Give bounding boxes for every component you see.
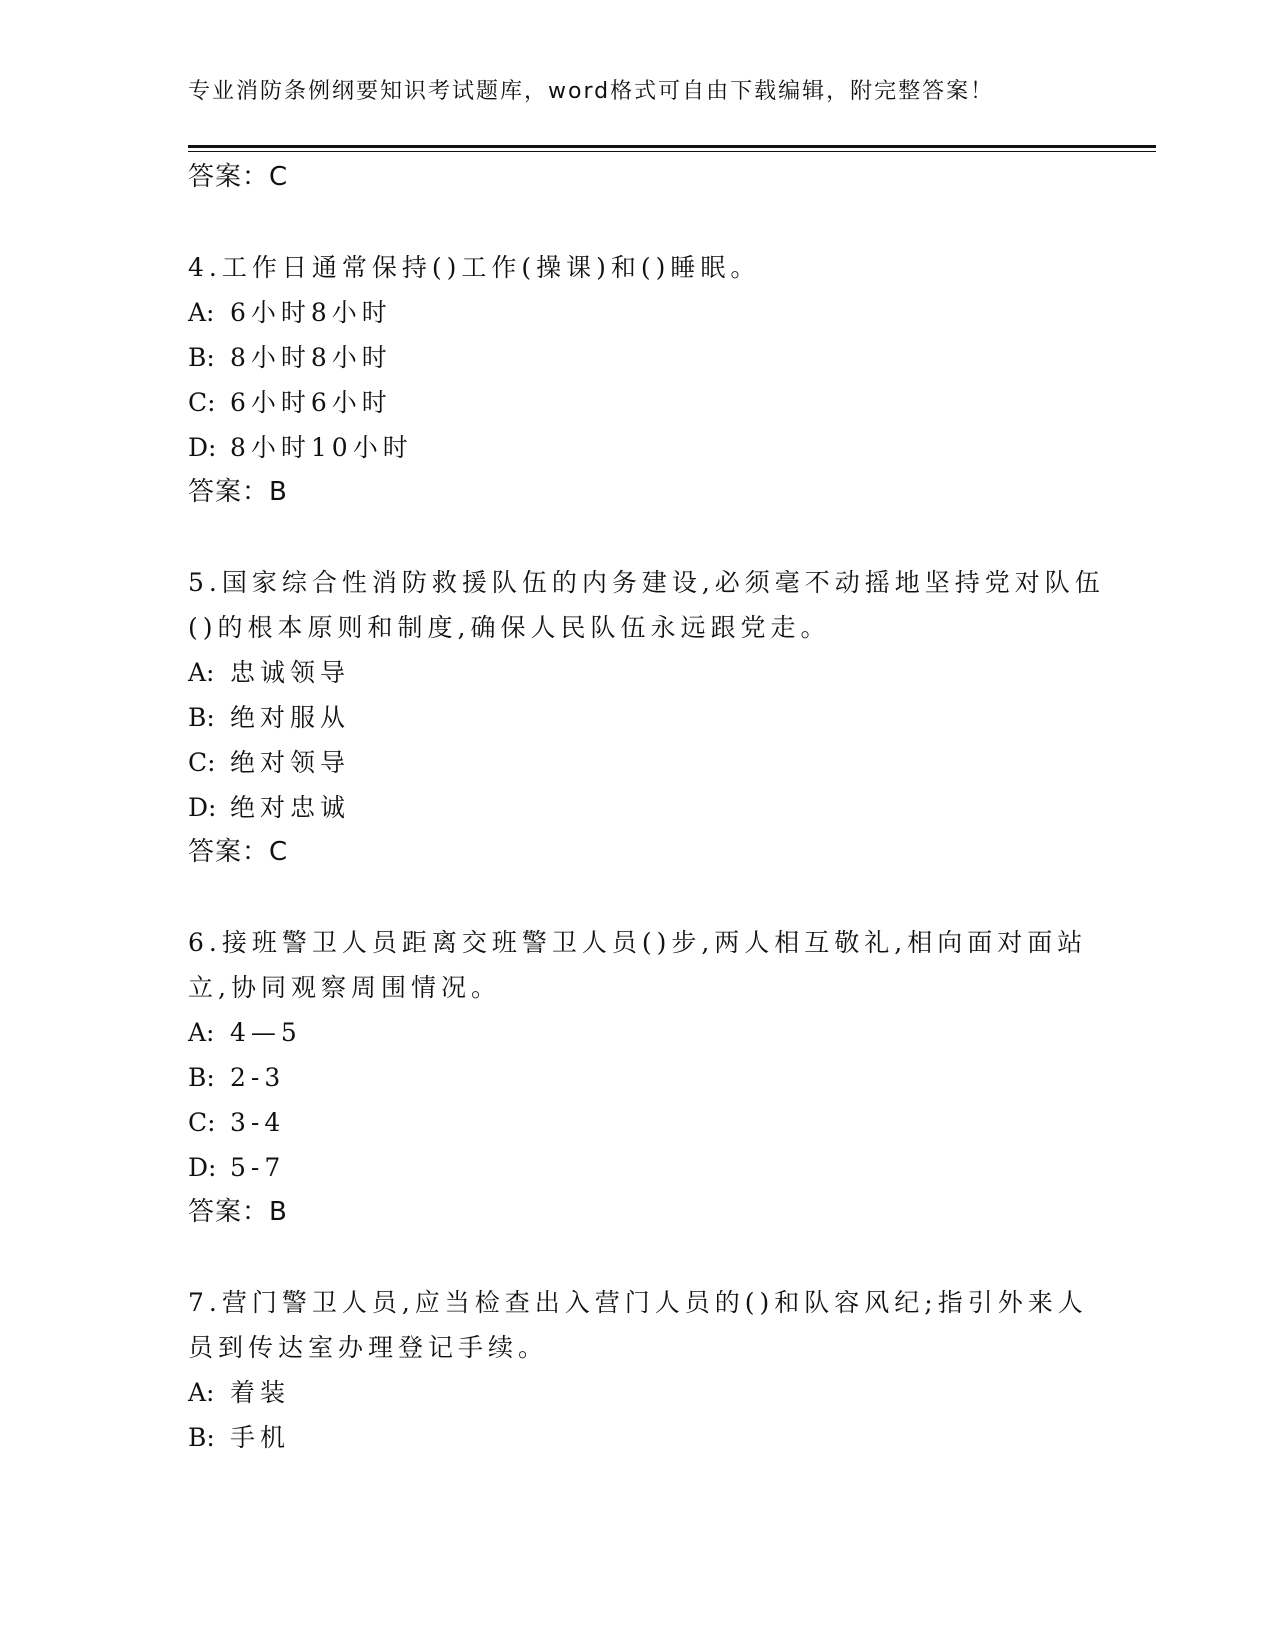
question-5-answer: 答案：C [188, 837, 289, 867]
option-text: 绝对忠诚 [230, 793, 351, 822]
question-6 [188, 920, 1088, 1235]
question-5-stem-line-2: ()的根本原则和制度,确保人民队伍永远跟党走。 [188, 613, 831, 642]
question-5-stem-line-1: 5.国家综合性消防救援队伍的内务建设,必须毫不动摇地坚持党对队伍 [188, 568, 1105, 597]
option-text: 绝对领导 [230, 748, 351, 777]
option-label: D: [188, 1153, 217, 1182]
option-text: 2-3 [230, 1063, 286, 1092]
question-4-option-d [188, 425, 1068, 470]
option-text: 6小时6小时 [230, 388, 392, 417]
question-6-stem-line-2: 立,协同观察周围情况。 [188, 973, 501, 1002]
option-text: 4—5 [230, 1018, 302, 1047]
header-divider-thin [188, 151, 1156, 152]
question-5 [188, 560, 1105, 875]
question-6-option-d [188, 1145, 1068, 1190]
option-label: A: [188, 658, 215, 687]
option-label: B: [188, 1423, 215, 1452]
question-4 [188, 245, 1068, 515]
question-5-option-c [188, 740, 1068, 785]
option-label: C: [188, 388, 216, 417]
option-text: 着装 [230, 1378, 291, 1407]
page-header-title: 专业消防条例纲要知识考试题库，word格式可自由下载编辑，附完整答案！ [188, 79, 995, 104]
option-label: B: [188, 703, 215, 732]
option-text: 手机 [230, 1423, 291, 1452]
question-4-answer: 答案：B [188, 477, 288, 507]
previous-answer: 答案：C [188, 162, 289, 192]
option-text: 忠诚领导 [230, 658, 351, 687]
option-label: B: [188, 1063, 215, 1092]
option-label: C: [188, 1108, 216, 1137]
option-label: A: [188, 298, 215, 327]
option-text: 5-7 [230, 1153, 286, 1182]
question-4-option-a [188, 290, 1068, 335]
header-divider-thick [188, 145, 1156, 148]
question-4-stem: 4.工作日通常保持()工作(操课)和()睡眠。 [188, 253, 761, 282]
spacer [188, 875, 1068, 920]
option-label: B: [188, 343, 215, 372]
question-4-option-b [188, 335, 1068, 380]
question-5-option-b [188, 695, 1068, 740]
option-text: 3-4 [230, 1108, 286, 1137]
question-content [188, 155, 1105, 1460]
option-label: D: [188, 433, 217, 462]
spacer [188, 200, 1068, 245]
option-text: 8小时8小时 [230, 343, 392, 372]
question-5-option-a [188, 650, 1068, 695]
question-7-option-a [188, 1370, 1068, 1415]
question-6-option-c [188, 1100, 1068, 1145]
question-6-answer: 答案：B [188, 1197, 288, 1227]
question-7-stem-line-2: 员到传达室办理登记手续。 [188, 1333, 549, 1362]
question-7-option-b [188, 1415, 1068, 1460]
question-4-option-c [188, 380, 1068, 425]
option-label: A: [188, 1378, 215, 1407]
question-5-option-d [188, 785, 1068, 830]
question-7-stem-line-1: 7.营门警卫人员,应当检查出入营门人员的()和队容风纪;指引外来人 [188, 1288, 1088, 1317]
option-label: D: [188, 793, 217, 822]
option-text: 绝对服从 [230, 703, 351, 732]
spacer [188, 515, 1068, 560]
question-6-option-b [188, 1055, 1068, 1100]
question-7 [188, 1280, 1088, 1460]
option-text: 8小时10小时 [230, 433, 413, 462]
option-label: A: [188, 1018, 215, 1047]
option-text: 6小时8小时 [230, 298, 392, 327]
spacer [188, 1235, 1068, 1280]
question-6-stem-line-1: 6.接班警卫人员距离交班警卫人员()步,两人相互敬礼,相向面对面站 [188, 928, 1088, 957]
option-label: C: [188, 748, 216, 777]
question-6-option-a [188, 1010, 1068, 1055]
